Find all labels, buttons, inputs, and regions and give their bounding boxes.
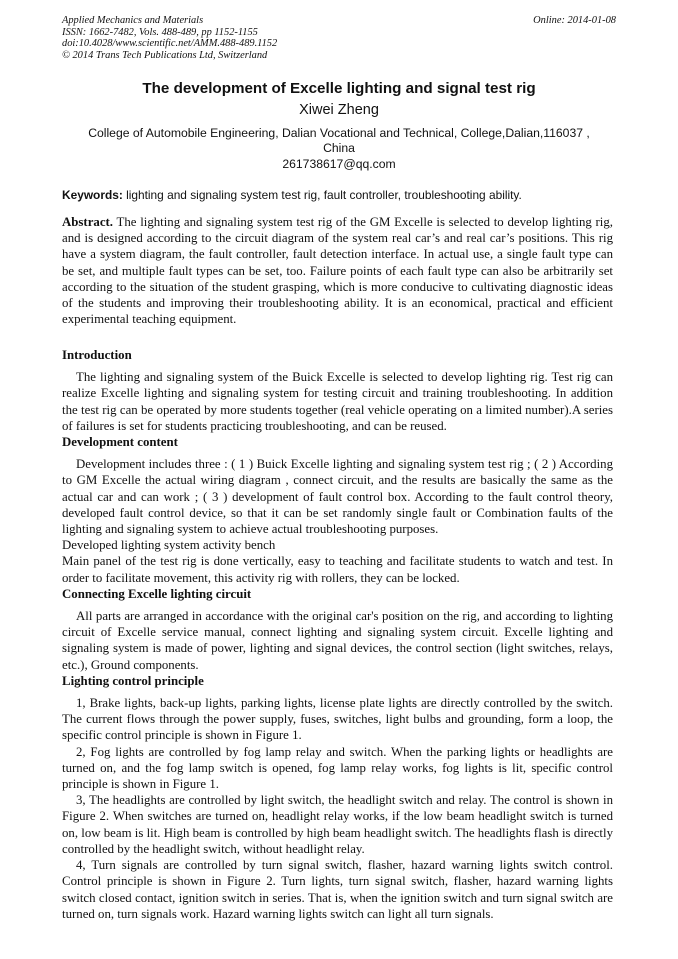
keywords-label: Keywords: [62,188,123,202]
abstract-text: The lighting and signaling system test rig of the GM Excelle is selected to develop lighting rig, and is designed according to the circuit diagram of the system real car’s and real car’s positions. This rig have a system diagram, the fault controller, fault detection interface. In actual use, a single fault type can be set, and multiple fault types can be set, too. Failure points of each fault type can also be arbitrarily set according to the situation of the student grasping, which is more conducive to cultivating diagnostic ideas of the students and improving their troubleshooting ability. It is an economical, practical and efficient experimental teaching equipment. [62,215,613,327]
affiliation-block [72,126,606,172]
development-paragraph-1: Development includes three : ( 1 ) Buick Excelle lighting and signaling system test rig ; ( 2 ) According to GM Excelle the actual wiring diagram , connect circuit, and the results are basically the same as the actual car and can work ; ( 3 ) development of fault control box. According to the fault control theory, developed fault control device, so that it can be set randomly single fault or Combination faults of the lighting and signaling system to achieve actual troubleshooting purposes. [62,457,613,537]
heading-development-content: Development content [62,435,178,450]
journal-copyright: © 2014 Trans Tech Publications Ltd, Switzerland [62,49,268,61]
author-email[interactable]: 261738617@qq.com [282,156,396,171]
abstract [62,214,613,327]
heading-lighting-control: Lighting control principle [62,673,204,688]
principle-paragraph-4: 4, Turn signals are controlled by turn signal switch, flasher, hazard warning lights switch control. Control principle is shown in Figure 2. Turn lights, turn signal switch, flasher, hazard warning lights switch closed contact, ignition switch in series. That is, when the ignition switch and turn signal switch are turned on, turn signals work. Hazard warning lights switch can light all turn signals. [62,858,613,921]
principle-paragraph-3: 3, The headlights are controlled by light switch, the headlight switch and relay. The control is shown in Figure 2. When switches are turned on, headlight relay works, if the low beam headlight switch is turned on, low beam is lit. High beam is controlled by high beam headlight switch. The headlights flash is directly controlled by the headlight switch, without headlight relay. [62,793,613,856]
main-text [62,347,613,922]
journal-doi[interactable]: doi:10.4028/www.scientific.net/AMM.488-489.1152 [62,38,278,50]
affiliation-line-2: China [323,141,355,156]
affiliation-line-1: College of Automobile Engineering, Dalian Vocational and Technical, College,Dalian,116037 , [88,126,590,140]
journal-name: Applied Mechanics and Materials [62,15,204,26]
keywords [62,188,616,203]
heading-connecting-circuit: Connecting Excelle lighting circuit [62,586,252,601]
journal-issn: ISSN: 1662-7482, Vols. 488-489, pp 1152-1155 [62,26,258,38]
principle-paragraph-1: 1, Brake lights, back-up lights, parking lights, license plate lights are directly controlled by the switch. The current flows through the power supply, fuses, switches, light bulbs and grounding, form a loop, the specific control principle is shown in Figure 1. [62,696,613,743]
journal-header [62,15,616,61]
keywords-text: lighting and signaling system test rig, fault controller, troubleshooting ability. [122,188,522,202]
development-paragraph-2: Developed lighting system activity bench [62,538,276,553]
abstract-label: Abstract. [62,215,114,229]
development-paragraph-3: Main panel of the test rig is done vertically, easy to teaching and facilitate students to watch and test. In order to facilitate movement, this activity rig with rollers, they can be locked. [62,554,613,585]
paper-title: The development of Excelle lighting and signal test rig [142,80,536,97]
principle-paragraph-2: 2, Fog lights are controlled by fog lamp relay and switch. When the parking lights or headlights are turned on, and the fog lamp switch is opened, fog lamp relay works, fog lights is lit, specific control principle is shown in Figure 1. [62,744,613,792]
author-name: Xiwei Zheng [299,102,379,118]
online-date: Online: 2014-01-08 [533,15,616,26]
introduction-paragraph: The lighting and signaling system of the Buick Excelle is selected to develop lighting rig. Test rig can realize Excelle lighting and signaling system for testing circuit and training troubleshooting. In addition the test rig can be operated by more students together (real vehicle operating on a limited number).A series of failures is set for students practicing troubleshooting, and can be reused. [62,370,613,433]
connecting-paragraph: All parts are arranged in accordance with the original car's position on the rig, and according to lighting circuit of Excelle service manual, connect lighting and signaling system circuit. Excelle lighting and signaling system is made of power, lighting and signal devices, the control section (light switches, relays, etc.), Ground components. [62,609,613,672]
heading-introduction: Introduction [62,348,132,362]
